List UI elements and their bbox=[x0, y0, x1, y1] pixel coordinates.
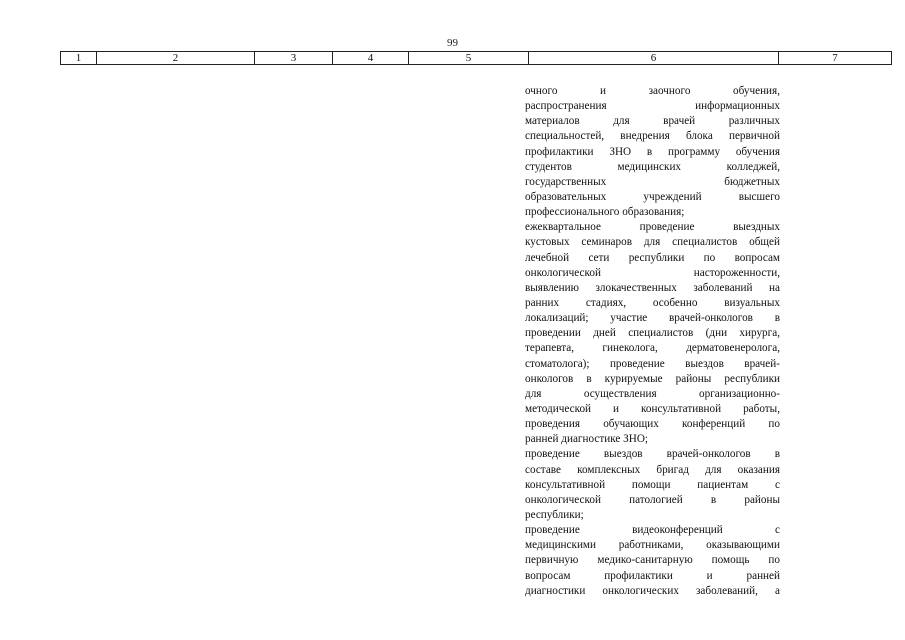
text-line: очного и заочного обучения, bbox=[525, 85, 780, 97]
text-line: образовательных учреждений высшего bbox=[525, 190, 780, 203]
text-line: ежеквартальное проведение выездных bbox=[525, 221, 780, 234]
text-line: проведении дней специалистов (дни хирурга, bbox=[525, 327, 780, 340]
column-header-3: 3 bbox=[255, 52, 333, 64]
column-header-6: 6 bbox=[529, 52, 779, 64]
text-line: лечебной сети республики по вопросам bbox=[525, 251, 780, 264]
text-line: проведения обучающих конференций по bbox=[525, 418, 780, 431]
text-line: профессионального образования; bbox=[525, 206, 685, 219]
text-line: ранних стадиях, особенно визуальных bbox=[525, 296, 780, 309]
text-line: консультативной помощи пациентам с bbox=[525, 478, 780, 491]
text-line: ранней диагностике ЗНО; bbox=[525, 433, 649, 446]
text-line: методической и консультативной работы, bbox=[525, 402, 780, 415]
text-line: материалов для врачей различных bbox=[525, 115, 780, 128]
column-header-2: 2 bbox=[97, 52, 255, 64]
text-line: республики; bbox=[525, 508, 584, 521]
text-line: студентов медицинских колледжей, bbox=[525, 160, 780, 173]
text-line: онкологической настороженности, bbox=[525, 266, 780, 279]
column-header-4: 4 bbox=[333, 52, 409, 64]
page-number: 99 bbox=[447, 37, 458, 49]
text-line: распространения информационных bbox=[525, 100, 780, 113]
text-line: специальностей, внедрения блока первичной bbox=[525, 130, 780, 143]
column-6-content bbox=[525, 84, 780, 599]
column-header-5: 5 bbox=[409, 52, 529, 64]
column-header-1: 1 bbox=[61, 52, 97, 64]
text-line: диагностики онкологических заболеваний, а bbox=[525, 584, 780, 597]
text-line: медицинскими работниками, оказывающими bbox=[525, 539, 780, 552]
text-line: составе комплексных бригад для оказания bbox=[525, 463, 780, 476]
text-line: вопросам профилактики и ранней bbox=[525, 569, 780, 582]
text-line: локализаций; участие врачей-онкологов в bbox=[525, 312, 780, 325]
text-line: онкологов в курируемые районы республики bbox=[525, 372, 780, 385]
text-line: профилактики ЗНО в программу обучения bbox=[525, 145, 780, 158]
text-line: терапевта, гинеколога, дерматовенеролога, bbox=[525, 342, 780, 355]
text-line: проведение видеоконференций с bbox=[525, 524, 780, 537]
text-line: выявлению злокачественных заболеваний на bbox=[525, 281, 780, 294]
text-line: кустовых семинаров для специалистов общей bbox=[525, 236, 780, 249]
column-header-7: 7 bbox=[832, 52, 838, 64]
table-header-row bbox=[60, 51, 892, 65]
text-line: государственных бюджетных bbox=[525, 175, 780, 188]
text-line: стоматолога); проведение выездов врачей- bbox=[525, 357, 780, 370]
text-line: онкологической патологией в районы bbox=[525, 493, 780, 506]
text-line: первичную медико-санитарную помощь по bbox=[525, 554, 780, 567]
text-line: проведение выездов врачей-онкологов в bbox=[525, 448, 780, 461]
text-line: для осуществления организационно- bbox=[525, 387, 780, 400]
